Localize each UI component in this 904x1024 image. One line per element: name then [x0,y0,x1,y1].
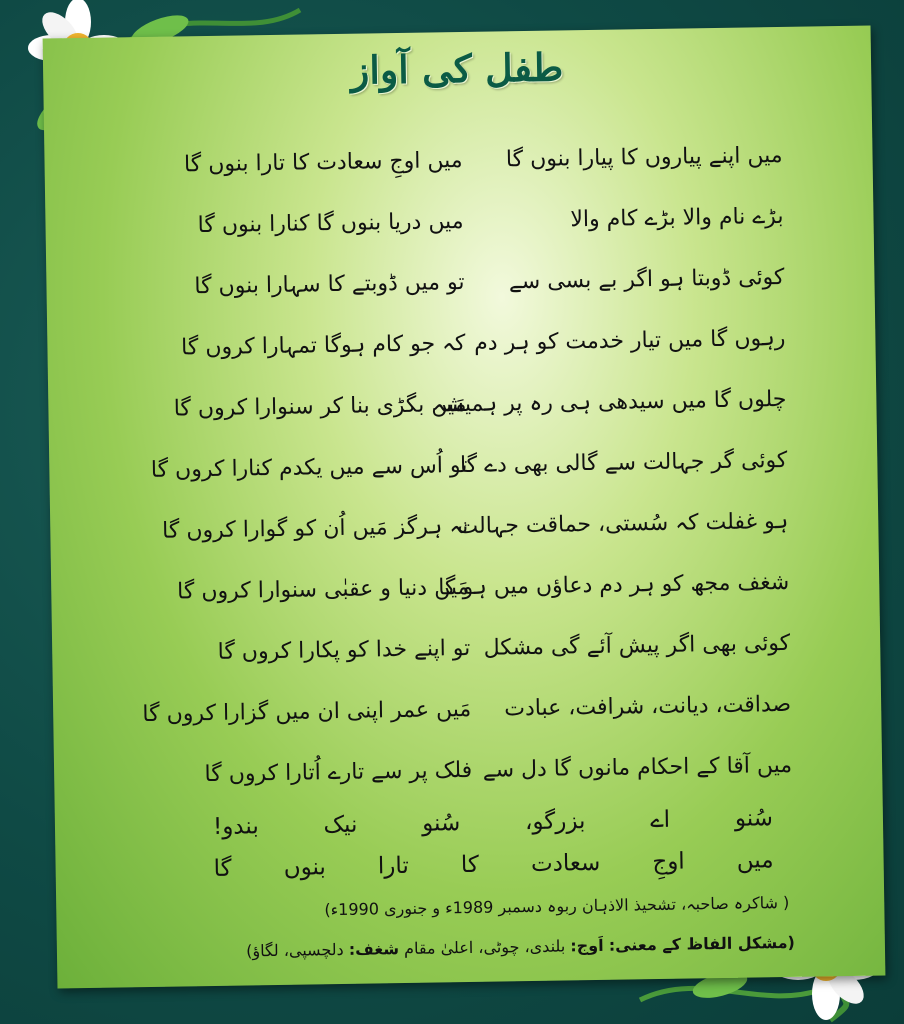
verse-line: مَیں دنیا و عقبٰی سنوارا کروں گا [176,574,470,605]
verse-line: ہو غفلت کہ سُستی، حماقت جہالت [457,508,789,540]
verse-line: میں آقا کے احکام مانوں گا دل سے [482,752,793,783]
poem-title: طفل کی آواز [350,44,564,93]
verse-line: میں اوجِ سعادت کا تارا بنوں گا [183,147,463,178]
verse-line: کہ جو کام ہوگا تمہارا کروں گا [181,330,466,361]
verse-line: میں دریا بنوں گا کنارا بنوں گا [197,208,464,239]
poem-column-right [432,125,793,801]
verse-line: تو اپنے خدا کو پکارا کروں گا [217,635,471,665]
verse-line: بڑے نام والا بڑے کام والا [570,203,784,233]
verse-line: کوئی ڈوبتا ہو اگر بے بسی سے [508,264,785,295]
closing-line: سُنو اے بزرگو، سُنو نیک بندو! [212,805,774,840]
verse-line: مَیں عمر اپنی ان میں گزارا کروں گا [142,696,472,728]
verse-line: نہ ہرگز مَیں اُن کو گوارا کروں گا [161,513,469,544]
verse-line: کوئی بھی اگر پیش آئے گی مشکل [483,630,791,661]
closing-line: میں اوجِ سعادت کا تارا بنوں گا [213,847,774,882]
verse-line: مَیں بگڑی بنا کر سنوارا کروں گا [173,391,467,422]
verse-line: فلک پر سے تارے اُتارا کروں گا [204,757,473,788]
poem-card [43,26,886,989]
glossary-word: شغف: [348,939,400,959]
source-citation: ( شاکرہ صاحبہ، تشحیذ الاذہان ربوہ دسمبر 1989ء و جنوری 1990ء) [324,892,790,920]
glossary-meaning: بلندی، چوٹی، اعلیٰ مقام [403,936,566,958]
verse-line: چلوں گا میں سیدھی ہی رہ پر ہمیشہ [432,386,787,418]
glossary-word: اَوج: [570,935,604,956]
glossary-meaning: دلچسپی، لگاؤ) [245,939,344,961]
verse-line: رہوں گا میں تیار خدمت کو ہر دم [473,325,786,356]
verse-line: میں اپنے پیاروں کا پیارا بنوں گا [505,142,783,173]
glossary [95,933,795,963]
verse-line: صداقت، دیانت، شرافت، عبادت [504,691,792,722]
verse-line: شغف مجھ کو ہر دم دعاؤں میں ہو گا [438,569,790,601]
verse-line: تو میں ڈوبتے کا سہارا بنوں گا [194,269,465,300]
glossary-label: (مشکل الفاظ کے معنی: [608,932,796,955]
verse-line: تو اُس سے میں یکدم کنارا کروں گا [150,452,468,483]
poem-column-left [142,130,473,806]
verse-line: کوئی گر جہالت سے گالی بھی دے گا [459,447,788,479]
closing-couplet [213,797,774,890]
